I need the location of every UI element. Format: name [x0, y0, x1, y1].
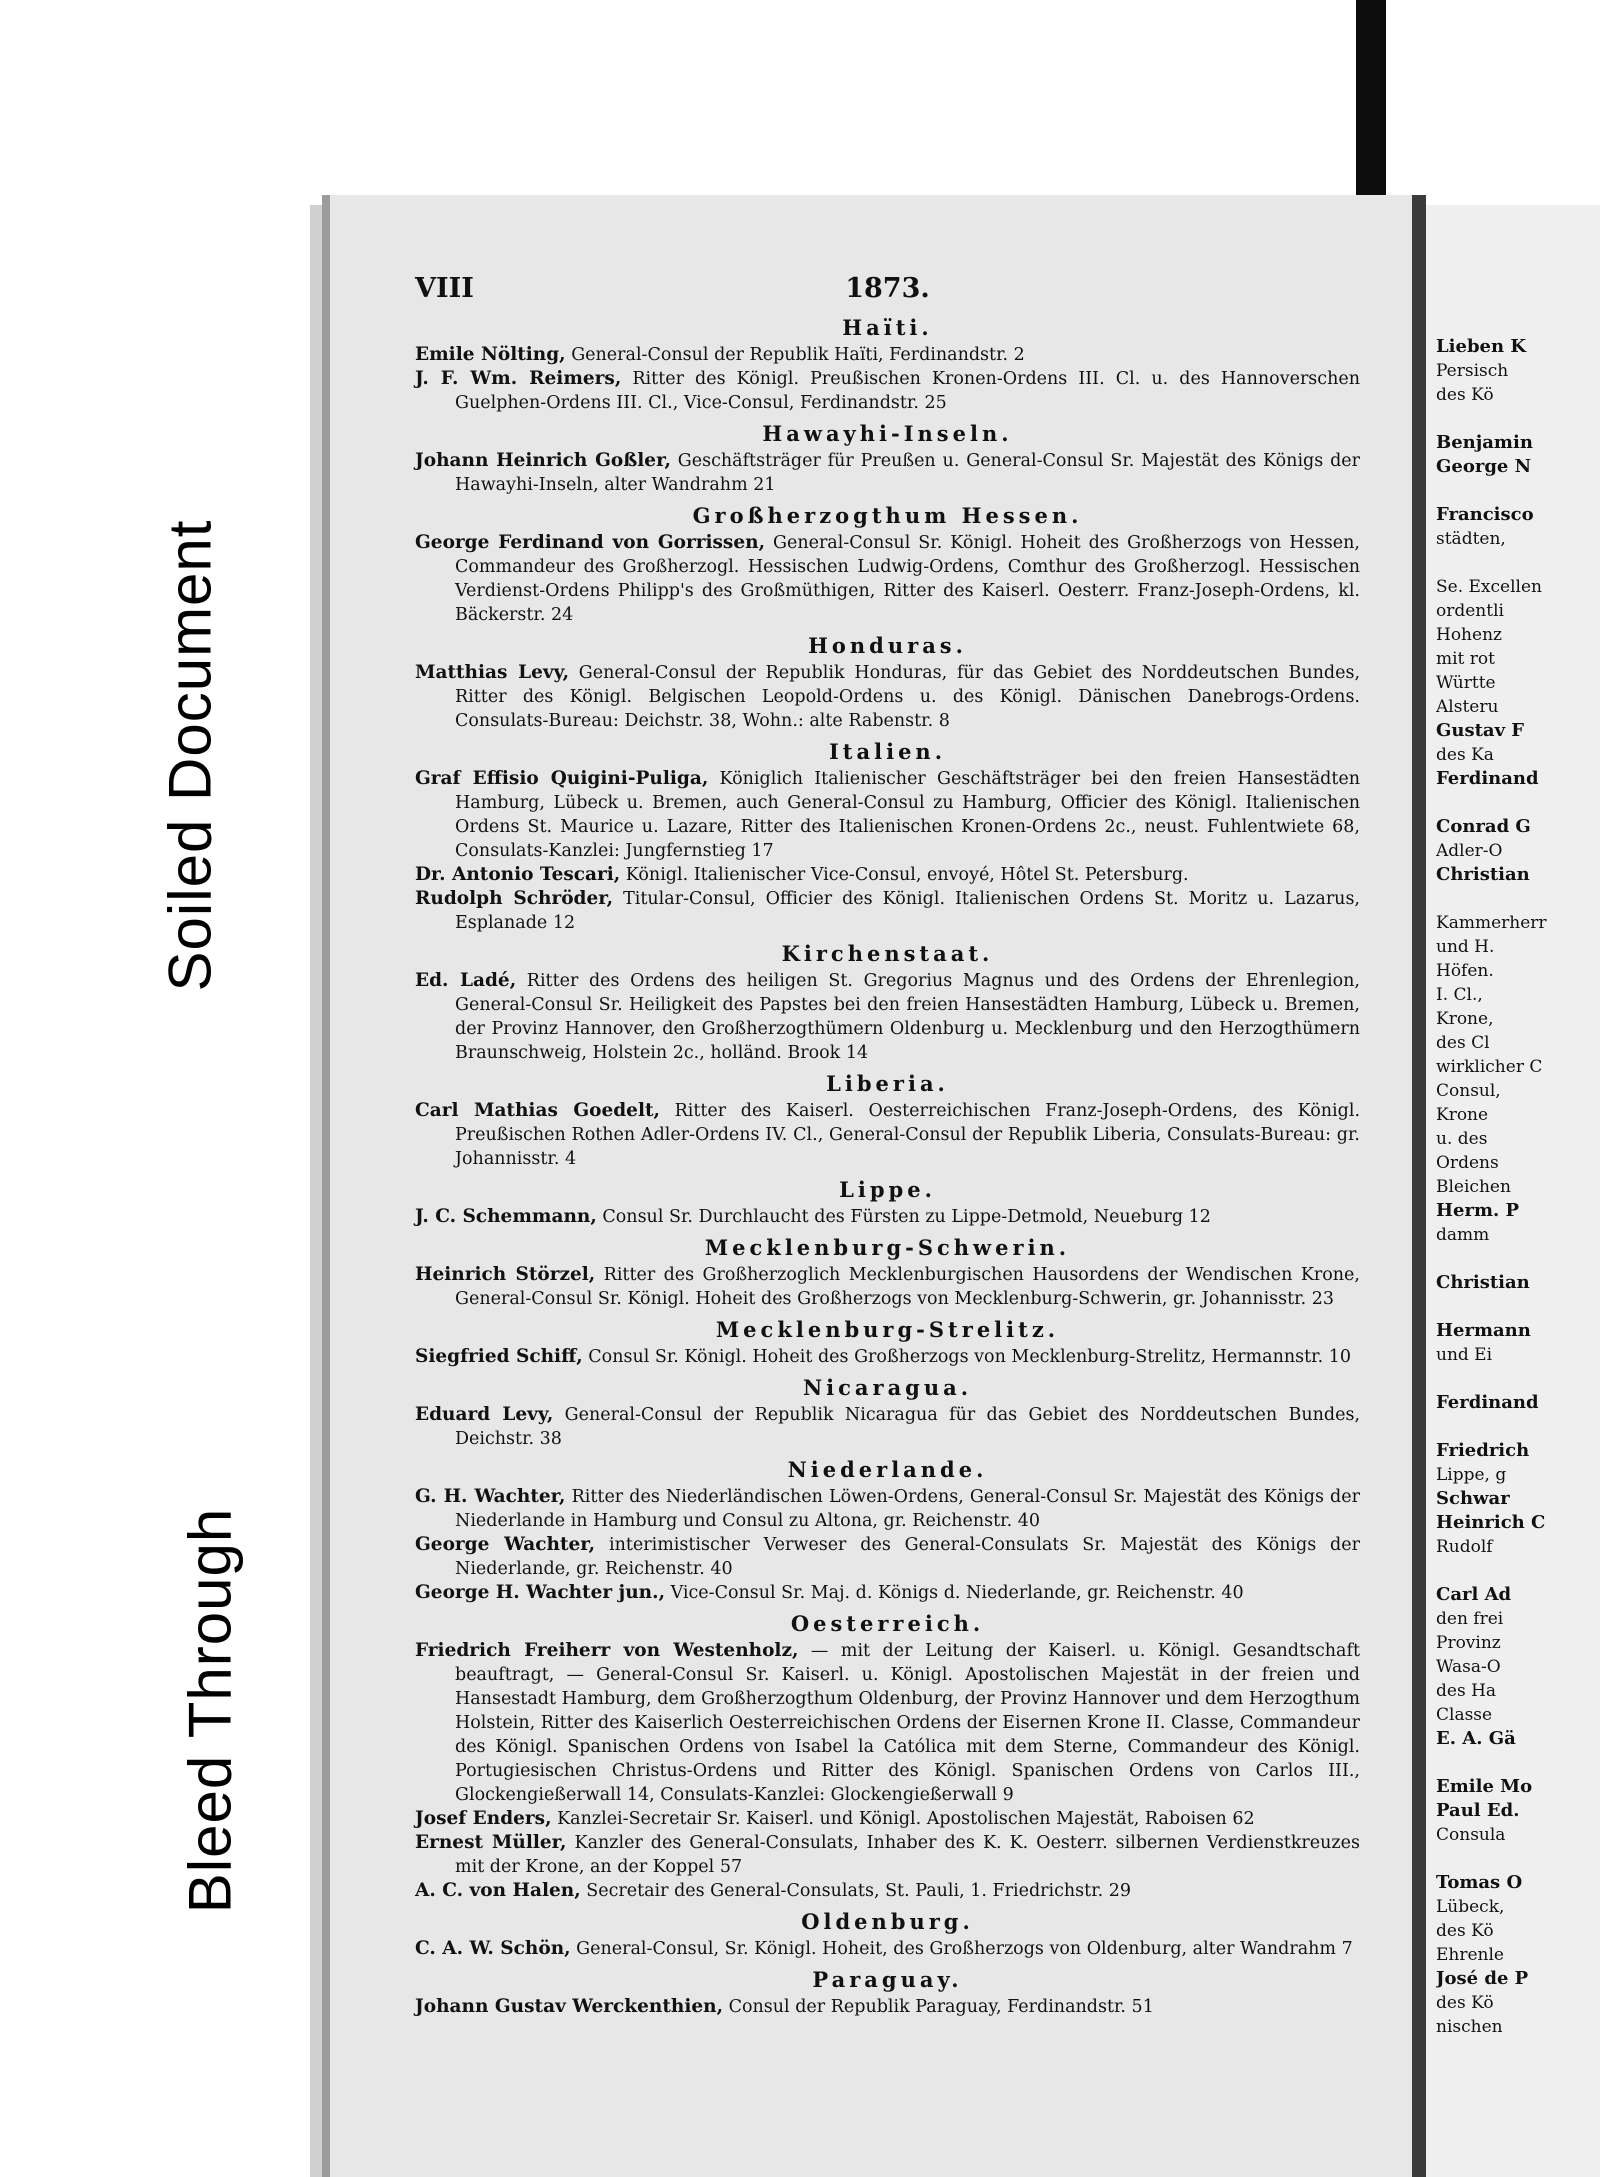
- entry-text: interimistischer Verweser des General-Consulats Sr. Majestät des Königs der Niederlande, gr. Reichenstr. 40: [455, 1535, 1360, 1579]
- directory-entry: [415, 1345, 1360, 1369]
- right-page-line: u. des: [1436, 1129, 1488, 1149]
- soiled-document-text: Soiled Document: [156, 519, 224, 991]
- right-page-line: [1436, 1415, 1600, 1439]
- directory-entry: [415, 1533, 1360, 1581]
- right-page-line: E. A. Gä: [1436, 1728, 1516, 1749]
- right-page-line: Benjamin: [1436, 432, 1533, 453]
- entry-name: Carl Mathias Goedelt,: [415, 1100, 660, 1121]
- entry-text: Ritter des Kaiserl. Oesterreichischen Franz-Joseph-Ordens, des Königl. Preußischen Rothen Adler-Ordens IV. Cl., General-Consul der Republik Liberia, Consulats-Bureau: gr. Johannisstr. 4: [455, 1101, 1361, 1169]
- entry-text: General-Consul der Republik Honduras, für das Gebiet des Norddeutschen Bundes, Ritter des Königl. Belgischen Leopold-Ordens u. des Königl. Dänischen Danebrogs-Ordens. Consulats-Bureau: Deichstr. 38, Wohn.: alte Rabenstr. 8: [455, 663, 1361, 731]
- entry-name: George Ferdinand von Gorrissen,: [415, 532, 766, 553]
- right-page-line: José de P: [1436, 1968, 1529, 1989]
- entry-text: Titular-Consul, Officier des Königl. Italienischen Ordens St. Moritz u. Lazarus, Esplanade 12: [455, 889, 1360, 933]
- soiled-document-label: [120, 430, 260, 1080]
- right-page-line: den frei: [1436, 1609, 1504, 1629]
- consul-directory: [415, 315, 1360, 2019]
- right-page-line: Ehrenle: [1436, 1945, 1504, 1965]
- page-edge: [310, 205, 322, 2177]
- entry-text: General-Consul der Republik Haïti, Ferdinandstr. 2: [565, 345, 1025, 365]
- right-page-line: [1436, 791, 1600, 815]
- book-gutter: [1412, 195, 1426, 2177]
- directory-entry: [415, 531, 1360, 627]
- right-page-line: Alsteru: [1436, 697, 1499, 717]
- entry-text: Ritter des Großherzoglich Mecklenburgischen Hausordens der Wendischen Krone, General-Consul Sr. Königl. Hoheit des Großherzogs von Mecklenburg-Schwerin, gr. Johannisstr. 23: [455, 1265, 1360, 1309]
- entry-name: Heinrich Störzel,: [415, 1264, 596, 1285]
- entry-name: Dr. Antonio Tescari,: [415, 864, 621, 885]
- entry-text: Vice-Consul Sr. Maj. d. Königs d. Niederlande, gr. Reichenstr. 40: [665, 1583, 1244, 1603]
- directory-entry: [415, 1995, 1360, 2019]
- section-heading: Oesterreich.: [790, 1611, 985, 1636]
- right-page-line: [1436, 1247, 1600, 1271]
- right-page-line: Höfen.: [1436, 961, 1494, 981]
- right-page-line: Paul Ed.: [1436, 1800, 1520, 1821]
- right-page-line: Lippe, g: [1436, 1465, 1507, 1485]
- section-heading: Oldenburg.: [801, 1909, 974, 1934]
- right-page-line: Adler-O: [1436, 841, 1503, 861]
- right-page: [1426, 205, 1600, 2177]
- right-page-line: des Kö: [1436, 1921, 1494, 1941]
- right-page-line: Wasa-O: [1436, 1657, 1501, 1677]
- section-heading: Niederlande.: [787, 1457, 988, 1482]
- section-heading: Kirchenstaat.: [781, 941, 994, 966]
- directory-entry: [415, 1099, 1360, 1171]
- right-page-line: Ordens: [1436, 1153, 1499, 1173]
- entry-name: George H. Wachter jun.,: [415, 1582, 666, 1603]
- right-page-line: Herm. P: [1436, 1200, 1520, 1221]
- entry-name: Rudolph Schröder,: [415, 888, 614, 909]
- right-page-line: [1436, 407, 1600, 431]
- right-page-line: Provinz: [1436, 1633, 1501, 1653]
- entry-name: C. A. W. Schön,: [415, 1938, 571, 1959]
- right-page-line: Classe: [1436, 1705, 1493, 1725]
- right-page-line: I. Cl.,: [1436, 985, 1483, 1005]
- entry-name: Johann Gustav Werckenthien,: [415, 1996, 724, 2017]
- entry-name: Emile Nölting,: [415, 344, 566, 365]
- right-page-line: Lieben K: [1436, 336, 1526, 357]
- right-page-line: und Ei: [1436, 1345, 1493, 1365]
- section-heading: Honduras.: [808, 633, 967, 658]
- right-page-line: George N: [1436, 456, 1532, 477]
- right-page-line: damm: [1436, 1225, 1490, 1245]
- directory-entry: [415, 1639, 1360, 1807]
- entry-text: General-Consul Sr. Königl. Hoheit des Großherzogs von Hessen, Commandeur des Großherzogl. Hessischen Ludwig-Ordens, Comthur des Großherzogl. Hessischen Verdienst-Ordens Philipp's des Großmüthigen, Ritter des Kaiserl. Oesterr. Franz-Joseph-Ordens, kl. Bäckerstr. 24: [455, 533, 1360, 625]
- directory-entry: [415, 1937, 1360, 1961]
- right-page-line: Krone: [1436, 1105, 1489, 1125]
- directory-entry: [415, 449, 1360, 497]
- page-number: VIII: [415, 273, 474, 304]
- directory-entry: [415, 1879, 1360, 1903]
- bleed-through-text: Bleed Through: [176, 1507, 244, 1913]
- right-page-line: städten,: [1436, 529, 1506, 549]
- right-page-line: und H.: [1436, 937, 1495, 957]
- entry-name: George Wachter,: [415, 1534, 596, 1555]
- directory-entry: [415, 1831, 1360, 1879]
- entry-name: Eduard Levy,: [415, 1404, 554, 1425]
- right-page-line: Tomas O: [1436, 1872, 1523, 1893]
- right-page-line: Emile Mo: [1436, 1776, 1533, 1797]
- entry-text: Ritter des Königl. Preußischen Kronen-Ordens III. Cl. u. des Hannoverschen Guelphen-Ordens III. Cl., Vice-Consul, Ferdinandstr. 25: [455, 369, 1360, 413]
- directory-entry: [415, 863, 1360, 887]
- section-heading: Lippe.: [839, 1177, 936, 1202]
- section-heading: Hawayhi-Inseln.: [762, 421, 1013, 446]
- right-page-line: des Kö: [1436, 1993, 1494, 2013]
- right-page-line: Consula: [1436, 1825, 1506, 1845]
- right-page-line: Christian: [1436, 864, 1530, 885]
- right-page-line: Bleichen: [1436, 1177, 1511, 1197]
- directory-entry: [415, 1581, 1360, 1605]
- section-heading: Großherzogthum Hessen.: [692, 503, 1083, 528]
- entry-text: Consul Sr. Durchlaucht des Fürsten zu Lippe-Detmold, Neueburg 12: [596, 1207, 1211, 1227]
- right-page-line: Friedrich: [1436, 1440, 1530, 1461]
- entry-name: A. C. von Halen,: [415, 1880, 581, 1901]
- entry-name: J. F. Wm. Reimers,: [415, 368, 622, 389]
- right-page-line: Carl Ad: [1436, 1584, 1512, 1605]
- right-page-line: Hermann: [1436, 1320, 1531, 1341]
- entry-text: Ritter des Niederländischen Löwen-Ordens, General-Consul Sr. Majestät des Königs der Niederlande in Hamburg und Consul zu Altona, gr. Reichenstr. 40: [455, 1487, 1360, 1531]
- right-page-line: mit rot: [1436, 649, 1495, 669]
- right-page-line: Hohenz: [1436, 625, 1502, 645]
- entry-name: Ernest Müller,: [415, 1832, 567, 1853]
- left-page: [322, 195, 1412, 2177]
- right-page-line: Se. Excellen: [1436, 577, 1542, 597]
- right-page-line: des Kö: [1436, 385, 1494, 405]
- right-page-line: [1436, 1751, 1600, 1775]
- entry-name: Josef Enders,: [415, 1808, 552, 1829]
- entry-text: Königlich Italienischer Geschäftsträger bei den freien Hansestädten Hamburg, Lübeck u. Bremen, auch General-Consul zu Hamburg, Officier des Königl. Italienischen Ordens St. Maurice u. Lazare, Ritter des Italienischen Kronen-Ordens 2c., neust. Fuhlentwiete 68, Consulats-Kanzlei: Jungfernstieg 17: [455, 769, 1360, 861]
- black-margin-bar: [1356, 0, 1386, 205]
- entry-text: General-Consul, Sr. Königl. Hoheit, des Großherzogs von Oldenburg, alter Wandrahm 7: [570, 1939, 1353, 1959]
- section-heading: Mecklenburg-Strelitz.: [715, 1317, 1060, 1342]
- right-page-line: [1436, 1295, 1600, 1319]
- right-page-line: Ferdinand: [1436, 768, 1539, 789]
- entry-name: Johann Heinrich Goßler,: [415, 450, 671, 471]
- directory-entry: [415, 969, 1360, 1065]
- section-heading: Nicaragua.: [802, 1375, 973, 1400]
- right-page-line: [1436, 551, 1600, 575]
- right-page-line: Kammerherr: [1436, 913, 1547, 933]
- entry-name: J. C. Schemmann,: [415, 1206, 597, 1227]
- page-content: [415, 273, 1360, 2019]
- directory-entry: [415, 661, 1360, 733]
- right-page-line: Lübeck,: [1436, 1897, 1505, 1917]
- right-page-line: Heinrich C: [1436, 1512, 1546, 1533]
- directory-entry: [415, 1807, 1360, 1831]
- section-heading: Haïti.: [842, 315, 933, 340]
- right-page-line: des Ka: [1436, 745, 1494, 765]
- page-header: [415, 273, 1360, 309]
- directory-entry: [415, 1485, 1360, 1533]
- right-page-line: Württe: [1436, 673, 1496, 693]
- right-page-line: Ferdinand: [1436, 1392, 1539, 1413]
- entry-text: Secretair des General-Consulats, St. Pauli, 1. Friedrichstr. 29: [580, 1881, 1132, 1901]
- section-heading: Mecklenburg-Schwerin.: [704, 1235, 1071, 1260]
- right-page-line: Gustav F: [1436, 720, 1525, 741]
- entry-name: Ed. Ladé,: [415, 970, 517, 991]
- entry-text: Consul der Republik Paraguay, Ferdinandstr. 51: [723, 1997, 1154, 2017]
- directory-entry: [415, 1205, 1360, 1229]
- entry-text: Ritter des Ordens des heiligen St. Gregorius Magnus und des Ordens der Ehrenlegion, General-Consul Sr. Heiligkeit des Papstes bei den freien Hansestädten Hamburg, Lübeck u. Bremen, der Provinz Hannover, den Großherzogthümern Oldenburg u. Mecklenburg und den Herzogthümern Braunschweig, Holstein 2c., holländ. Brook 14: [455, 971, 1360, 1063]
- right-page-line: Francisco: [1436, 504, 1534, 525]
- section-heading: Italien.: [828, 739, 947, 764]
- section-heading: Paraguay.: [812, 1967, 963, 1992]
- entry-text: Consul Sr. Königl. Hoheit des Großherzogs von Mecklenburg-Strelitz, Hermannstr. 10: [582, 1347, 1351, 1367]
- right-page-line: Persisch: [1436, 361, 1509, 381]
- right-page-line: [1436, 1559, 1600, 1583]
- right-page-line: Christian: [1436, 1272, 1530, 1293]
- directory-entry: [415, 343, 1360, 367]
- right-page-line: [1436, 887, 1600, 911]
- right-page-line: Schwar: [1436, 1488, 1510, 1509]
- entry-text: Kanzler des General-Consulats, Inhaber des K. K. Oesterr. silbernen Verdienstkreuzes mit der Krone, an der Koppel 57: [455, 1833, 1360, 1877]
- right-page-line: [1436, 1847, 1600, 1871]
- right-page-line: Consul,: [1436, 1081, 1501, 1101]
- directory-entry: [415, 1263, 1360, 1311]
- right-page-line: [1436, 1367, 1600, 1391]
- entry-text: Kanzlei-Secretair Sr. Kaiserl. und Königl. Apostolischen Majestät, Raboisen 62: [551, 1809, 1255, 1829]
- right-page-line: Conrad G: [1436, 816, 1531, 837]
- entry-text: General-Consul der Republik Nicaragua für das Gebiet des Norddeutschen Bundes, Deichstr. 38: [455, 1405, 1361, 1449]
- right-page-line: des Cl: [1436, 1033, 1490, 1053]
- page-year: 1873.: [845, 273, 930, 304]
- section-heading: Liberia.: [826, 1071, 949, 1096]
- bleed-through-label: [130, 1410, 290, 2010]
- right-page-lines: [1436, 335, 1600, 2039]
- entry-text: — mit der Leitung der Kaiserl. u. Königl. Gesandtschaft beauftragt, — General-Consul Sr. Kaiserl. u. Königl. Apostolischen Majestät in der freien und Hansestadt Hamburg, dem Großherzogthum Oldenburg, der Provinz Hannover und dem Herzogthum Holstein, Ritter des Kaiserlich Oesterreichischen Ordens der Eisernen Krone II. Classe, Commandeur des Königl. Spanischen Ordens von Isabel la Católica mit dem Sterne, Commandeur des Königl. Portugiesischen Christus-Ordens und Ritter des Königl. Spanischen Ordens von Carlos III., Glockengießerwall 14, Consulats-Kanzlei: Glockengießerwall 9: [455, 1641, 1360, 1805]
- right-page-line: Krone,: [1436, 1009, 1494, 1029]
- entry-name: G. H. Wachter,: [415, 1486, 566, 1507]
- right-page-line: Rudolf: [1436, 1537, 1493, 1557]
- right-page-line: [1436, 479, 1600, 503]
- entry-name: Friedrich Freiherr von Westenholz,: [415, 1640, 799, 1661]
- directory-entry: [415, 1403, 1360, 1451]
- right-page-line: des Ha: [1436, 1681, 1497, 1701]
- right-page-line: nischen: [1436, 2017, 1503, 2037]
- entry-name: Matthias Levy,: [415, 662, 570, 683]
- directory-entry: [415, 367, 1360, 415]
- entry-text: Königl. Italienischer Vice-Consul, envoyé, Hôtel St. Petersburg.: [620, 865, 1189, 885]
- directory-entry: [415, 767, 1360, 863]
- entry-name: Graf Effisio Quigini-Puliga,: [415, 768, 709, 789]
- right-page-line: wirklicher C: [1436, 1057, 1543, 1077]
- entry-text: Geschäftsträger für Preußen u. General-Consul Sr. Majestät des Königs der Hawayhi-Inseln, alter Wandrahm 21: [455, 451, 1360, 495]
- directory-entry: [415, 887, 1360, 935]
- right-page-line: ordentli: [1436, 601, 1504, 621]
- entry-name: Siegfried Schiff,: [415, 1346, 583, 1367]
